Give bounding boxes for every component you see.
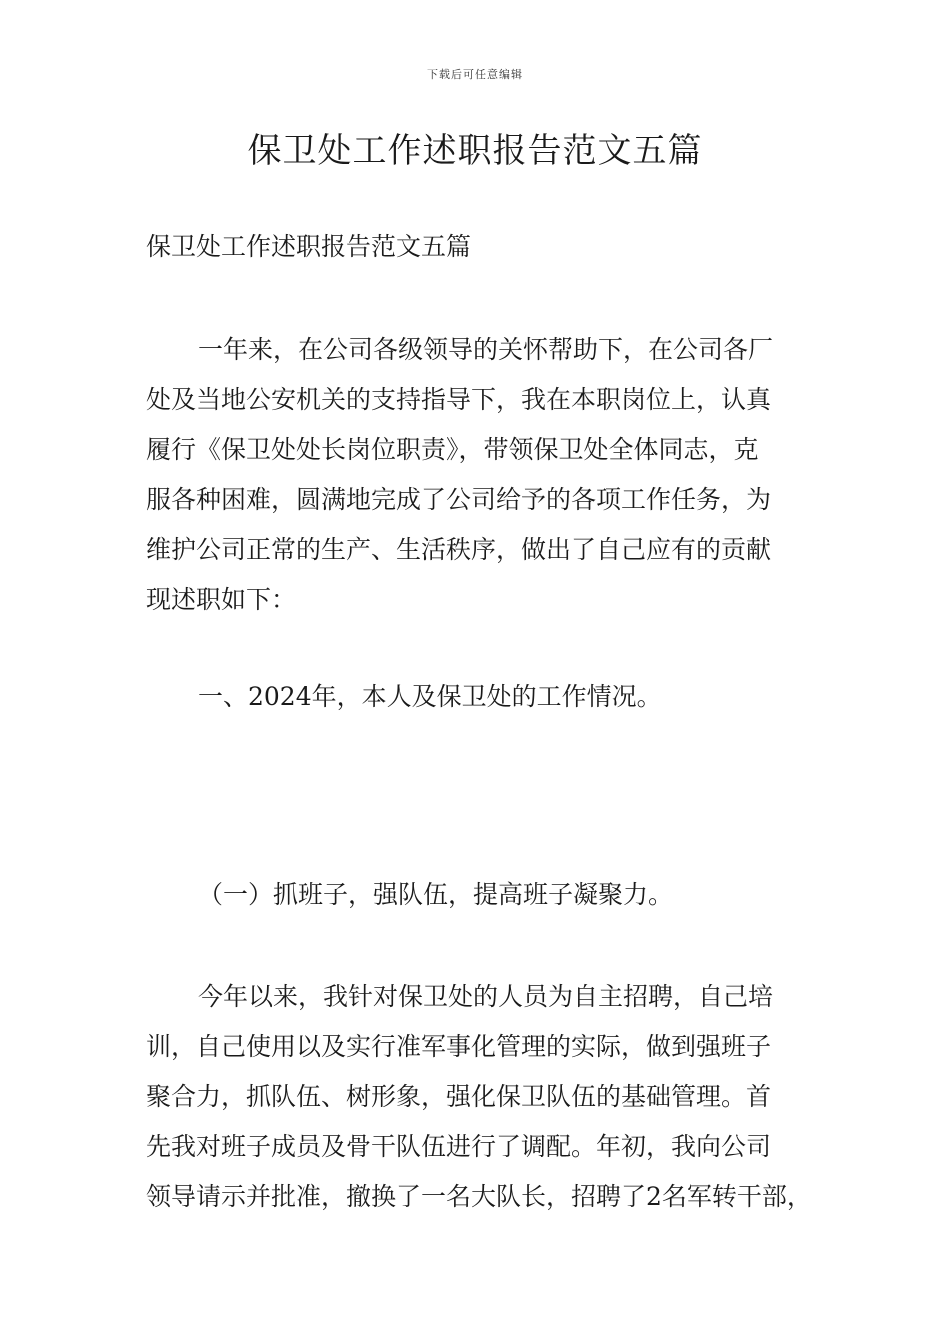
section-heading (146, 672, 826, 722)
paragraph-line: 先我对班子成员及骨干队伍进行了调配。年初，我向公司 (146, 1132, 772, 1161)
document-title: 保卫处工作述职报告范文五篇 (247, 131, 703, 171)
paragraph-line: 履行《保卫处处长岗位职责》，带领保卫处全体同志，克 (146, 435, 759, 464)
paragraph-line: 一年来，在公司各级领导的关怀帮助下，在公司各厂 (198, 335, 774, 364)
document-subtitle (146, 222, 826, 272)
paragraph-line: 训，自己使用以及实行准军事化管理的实际，做到强班子 (146, 1032, 772, 1061)
paragraph-line: 维护公司正常的生产、生活秩序，做出了自己应有的贡献 (146, 535, 772, 564)
paragraph-line: 今年以来，我针对保卫处的人员为自主招聘，自己培 (198, 982, 774, 1011)
subsection-heading-line: （一）抓班子，强队伍，提高班子凝聚力。 (198, 880, 674, 909)
paragraph-line: 现述职如下： (146, 585, 297, 614)
subsection-heading (146, 870, 826, 920)
paragraph-line: 处及当地公安机关的支持指导下，我在本职岗位上，认真 (146, 385, 772, 414)
subtitle-line: 保卫处工作述职报告范文五篇 (146, 232, 472, 261)
paragraph-intro (146, 325, 826, 625)
section-heading-line: 一、2024年，本人及保卫处的工作情况。 (198, 682, 662, 711)
paragraph-line: 聚合力，抓队伍、树形象，强化保卫队伍的基础管理。首 (146, 1082, 772, 1111)
paragraph-line: 服各种困难，圆满地完成了公司给予的各项工作任务，为 (146, 485, 772, 514)
paragraph-team (146, 972, 826, 1222)
header-note: 下载后可任意编辑 (427, 68, 523, 81)
paragraph-line: 领导请示并批准，撤换了一名大队长，招聘了2名军转干部， (146, 1182, 812, 1211)
